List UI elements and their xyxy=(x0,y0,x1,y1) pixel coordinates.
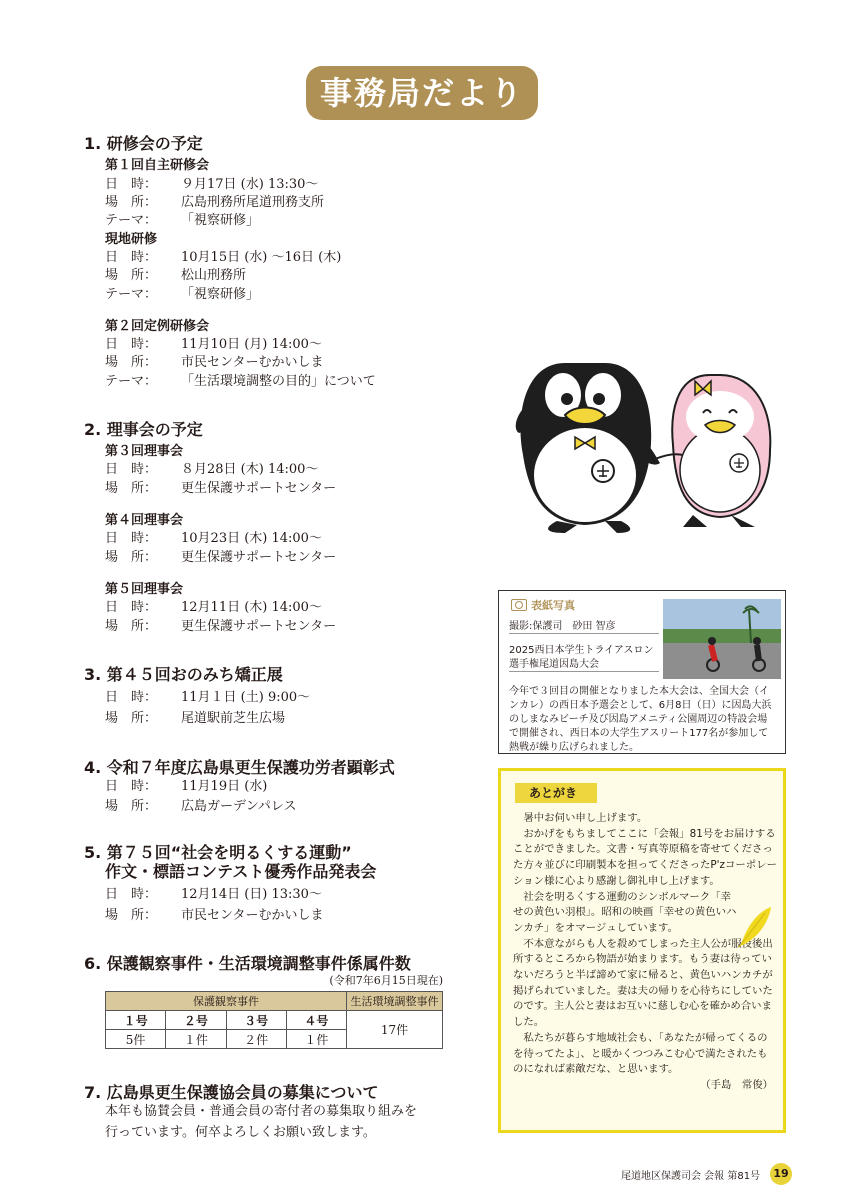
cover-event-line2: 選手権尾道因島大会 xyxy=(509,659,599,670)
section-2-group-2-title: 第４回理事会 xyxy=(105,513,184,528)
detail-row: テーマ： 「視察研修」 xyxy=(105,287,260,302)
cover-credit: 撮影:保護司 砂田 智彦 xyxy=(509,621,616,632)
footer-publication: 尾道地区保護司会 会報 第81号 xyxy=(621,1171,761,1182)
section-6-heading: 6. 保護観察事件・生活環境調整事件係属件数 xyxy=(84,954,411,973)
table-col-header: １号 xyxy=(106,1011,166,1030)
section-2-heading: 2. 理事会の予定 xyxy=(84,420,203,439)
section-7-heading: 7. 広島県更生保護協会員の募集について xyxy=(84,1083,379,1102)
detail-row: 場 所： 更生保護サポートセンター xyxy=(105,481,337,496)
yellow-feather-icon xyxy=(735,903,775,949)
section-2-group-3-title: 第５回理事会 xyxy=(105,582,184,597)
section-4-heading: 4. 令和７年度広島県更生保護功労者顕彰式 xyxy=(84,758,395,777)
detail-row: 場 所： 広島刑務所尾道刑務支所 xyxy=(105,195,325,210)
detail-row: 日 時： 11月１日 (土) 9:00～ xyxy=(105,690,311,705)
page-title-banner: 事務局だより xyxy=(306,66,538,120)
section-1-group-2-title: 現地研修 xyxy=(105,232,158,247)
section-1-heading: 1. 研修会の予定 xyxy=(84,134,203,153)
as-of-date: (令和7年6月15日現在) xyxy=(329,974,443,987)
section-1-group-3-title: 第２回定例研修会 xyxy=(105,319,210,334)
camera-icon xyxy=(511,599,527,611)
afterword-title: あとがき xyxy=(515,783,597,803)
table-cell: 5件 xyxy=(106,1030,166,1049)
detail-row: 日 時： ８月28日 (木) 14:00～ xyxy=(105,462,319,477)
table-cell: １件 xyxy=(166,1030,226,1049)
page-number: 19 xyxy=(770,1163,792,1185)
section-5-heading: 5. 第７５回“社会を明るくする運動” xyxy=(84,843,352,862)
detail-row: 場 所： 更生保護サポートセンター xyxy=(105,619,337,634)
detail-row: 日 時： 10月15日 (水) ～16日 (木) xyxy=(105,250,342,265)
cover-photo-box xyxy=(498,590,786,754)
section-3-heading: 3. 第４５回おのみち矯正展 xyxy=(84,665,283,684)
cover-description: 今年で３回目の開催となりました本大会は、全国大会（インカレ）の西日本予選会として、6月8日（日）に因島大浜のしまなみビーチ及び因島アメニティ公園周辺の特設会場で開催され、西日本の大学生アスリート177名が参加して熱戦が繰り広げられました。 xyxy=(509,686,772,753)
case-count-table xyxy=(105,991,443,1049)
detail-row: テーマ： 「視察研修」 xyxy=(105,213,260,228)
table-group-header: 保護観察事件 xyxy=(106,992,347,1011)
detail-row: 場 所： 尾道駅前芝生広場 xyxy=(105,711,286,726)
detail-row: 場 所： 松山刑務所 xyxy=(105,268,247,283)
cover-event-line1: 2025西日本学生トライアスロン xyxy=(509,645,654,656)
detail-row: 日 時： ９月17日 (水) 13:30～ xyxy=(105,177,319,192)
detail-row: 日 時： 11月19日 (水) xyxy=(105,779,268,794)
detail-row: 日 時： 10月23日 (木) 14:00～ xyxy=(105,531,322,546)
table-cell: ２件 xyxy=(226,1030,286,1049)
detail-row: 場 所： 更生保護サポートセンター xyxy=(105,550,337,565)
cyclists-photo xyxy=(663,599,781,679)
cover-photo-title: 表紙写真 xyxy=(511,597,575,613)
afterword-body: 暑中お伺い申し上げます。 おかげをもちましてここに「会報」81号をお届けすることができました。文書・写真等原稿を寄せてくださった方々並びに印刷製本を担ってくださったP'zコーポレーション様に心より感謝し御礼申し上げます。 社会を明るくする運動のシンボルマーク「幸せの黄色い羽根」。昭和の映画「幸せの黄色いハンカチ」をオマージュしています。 不本意ながらも人を殺めてしまった主人公が服役後出所するところから物語が始まります。もう妻は待っていないだろうと半ば諦めて家に帰ると、黄色いハンカチが掲げられていました。妻は夫の帰りを心待ちにしていたのです。主人公と妻はお互いに慈しむ心を確かめ合いました。 私たちが暮らす地域社会も、「あなたが帰ってくるのを待ってたよ」、と暖かくつつみこむ心で満たされたものになれば素敵だな、と思います。 （手島 常俊） xyxy=(513,811,777,1094)
afterword-signature: （手島 常俊） xyxy=(700,1078,773,1091)
detail-row: 場 所： 市民センターむかいしま xyxy=(105,355,324,370)
section-7-body: 本年も協賛会員・普通会員の寄付者の募集取り組みを 行っています。何卒よろしくお願い致します。 xyxy=(105,1104,418,1140)
table-col-header: ３号 xyxy=(226,1011,286,1030)
afterword-box xyxy=(498,768,786,1133)
detail-row: テーマ： 「生活環境調整の目的」について xyxy=(105,374,376,389)
detail-row: 日 時： 12月11日 (木) 14:00～ xyxy=(105,600,322,615)
table-col-header: ２号 xyxy=(166,1011,226,1030)
table-side-header: 生活環境調整事件 xyxy=(347,992,443,1011)
section-5-heading-sub: 作文・標語コンテスト優秀作品発表会 xyxy=(105,862,377,881)
table-side-value: 17件 xyxy=(347,1011,443,1049)
detail-row: 場 所： 市民センターむかいしま xyxy=(105,908,324,923)
detail-row: 日 時： 11月10日 (月) 14:00～ xyxy=(105,337,322,352)
section-2-group-1-title: 第３回理事会 xyxy=(105,444,184,459)
table-cell: １件 xyxy=(286,1030,346,1049)
section-1-group-1-title: 第１回自主研修会 xyxy=(105,158,210,173)
detail-row: 日 時： 12月14日 (日) 13:30～ xyxy=(105,887,322,902)
penguin-mascots-illustration xyxy=(505,355,790,535)
detail-row: 場 所： 広島ガーデンパレス xyxy=(105,799,297,814)
table-col-header: ４号 xyxy=(286,1011,346,1030)
